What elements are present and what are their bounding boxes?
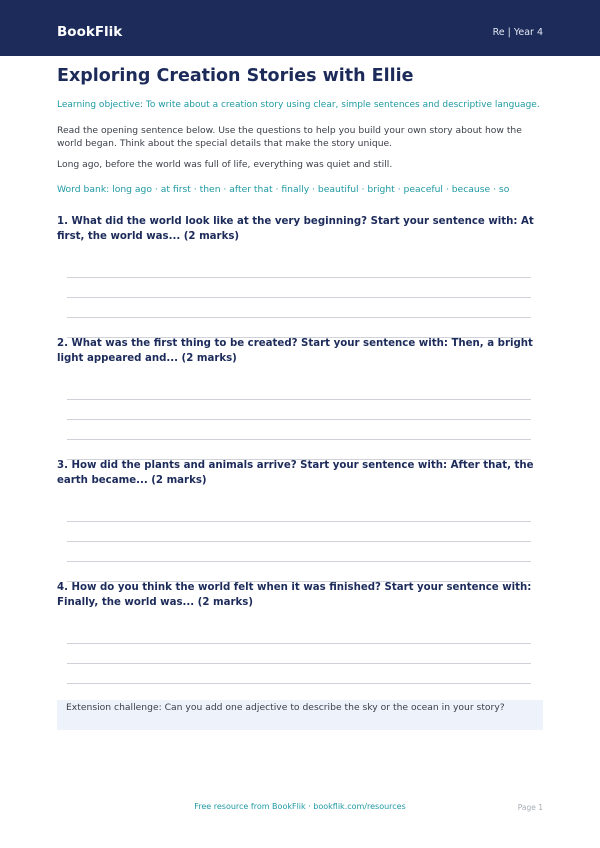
page-number: Page 1 (517, 803, 543, 812)
answer-line[interactable] (67, 521, 531, 522)
answer-line[interactable] (67, 419, 531, 420)
extension-challenge-box (57, 700, 543, 730)
answer-line[interactable] (67, 277, 531, 278)
question-1: 1. What did the world look like at the very beginning? Start your sentence with: At first, the world was... (2 marks) (57, 216, 534, 242)
page-title: Exploring Creation Stories with Ellie (57, 66, 414, 86)
answer-line[interactable] (67, 643, 531, 644)
question-2: 2. What was the first thing to be created? Start your sentence with: Then, a bright light appeared and... (2 marks) (57, 338, 533, 364)
opening-sentence: Long ago, before the world was full of life, everything was quiet and still. (57, 159, 393, 170)
instructions-text: Read the opening sentence below. Use the questions to help you build your own story about how the world began. Think about the special details that make the story unique. (57, 125, 522, 149)
answer-line[interactable] (67, 663, 531, 664)
extension-challenge-text: Extension challenge: Can you add one adjective to describe the sky or the ocean in your story? (66, 702, 505, 713)
answer-line[interactable] (67, 683, 531, 684)
learning-objective: Learning objective: To write about a creation story using clear, simple sentences and descriptive language. (57, 100, 540, 110)
answer-line[interactable] (67, 541, 531, 542)
question-3: 3. How did the plants and animals arrive? Start your sentence with: After that, the earth became... (2 marks) (57, 460, 534, 486)
subject-year-label: Re | Year 4 (492, 27, 543, 38)
answer-line[interactable] (67, 399, 531, 400)
question-4: 4. How do you think the world felt when it was finished? Start your sentence with: Finally, the world was... (2 marks) (57, 582, 532, 608)
word-bank: Word bank: long ago · at first · then · after that · finally · beautiful · bright · peaceful · because · so (57, 184, 510, 195)
footer-link[interactable]: Free resource from BookFlik · bookflik.com/resources (194, 802, 406, 811)
answer-line[interactable] (67, 561, 531, 562)
brand-logo[interactable]: BookFlik (57, 24, 123, 40)
answer-line[interactable] (67, 297, 531, 298)
header-bar (0, 0, 600, 56)
answer-line[interactable] (67, 439, 531, 440)
answer-line[interactable] (67, 317, 531, 318)
